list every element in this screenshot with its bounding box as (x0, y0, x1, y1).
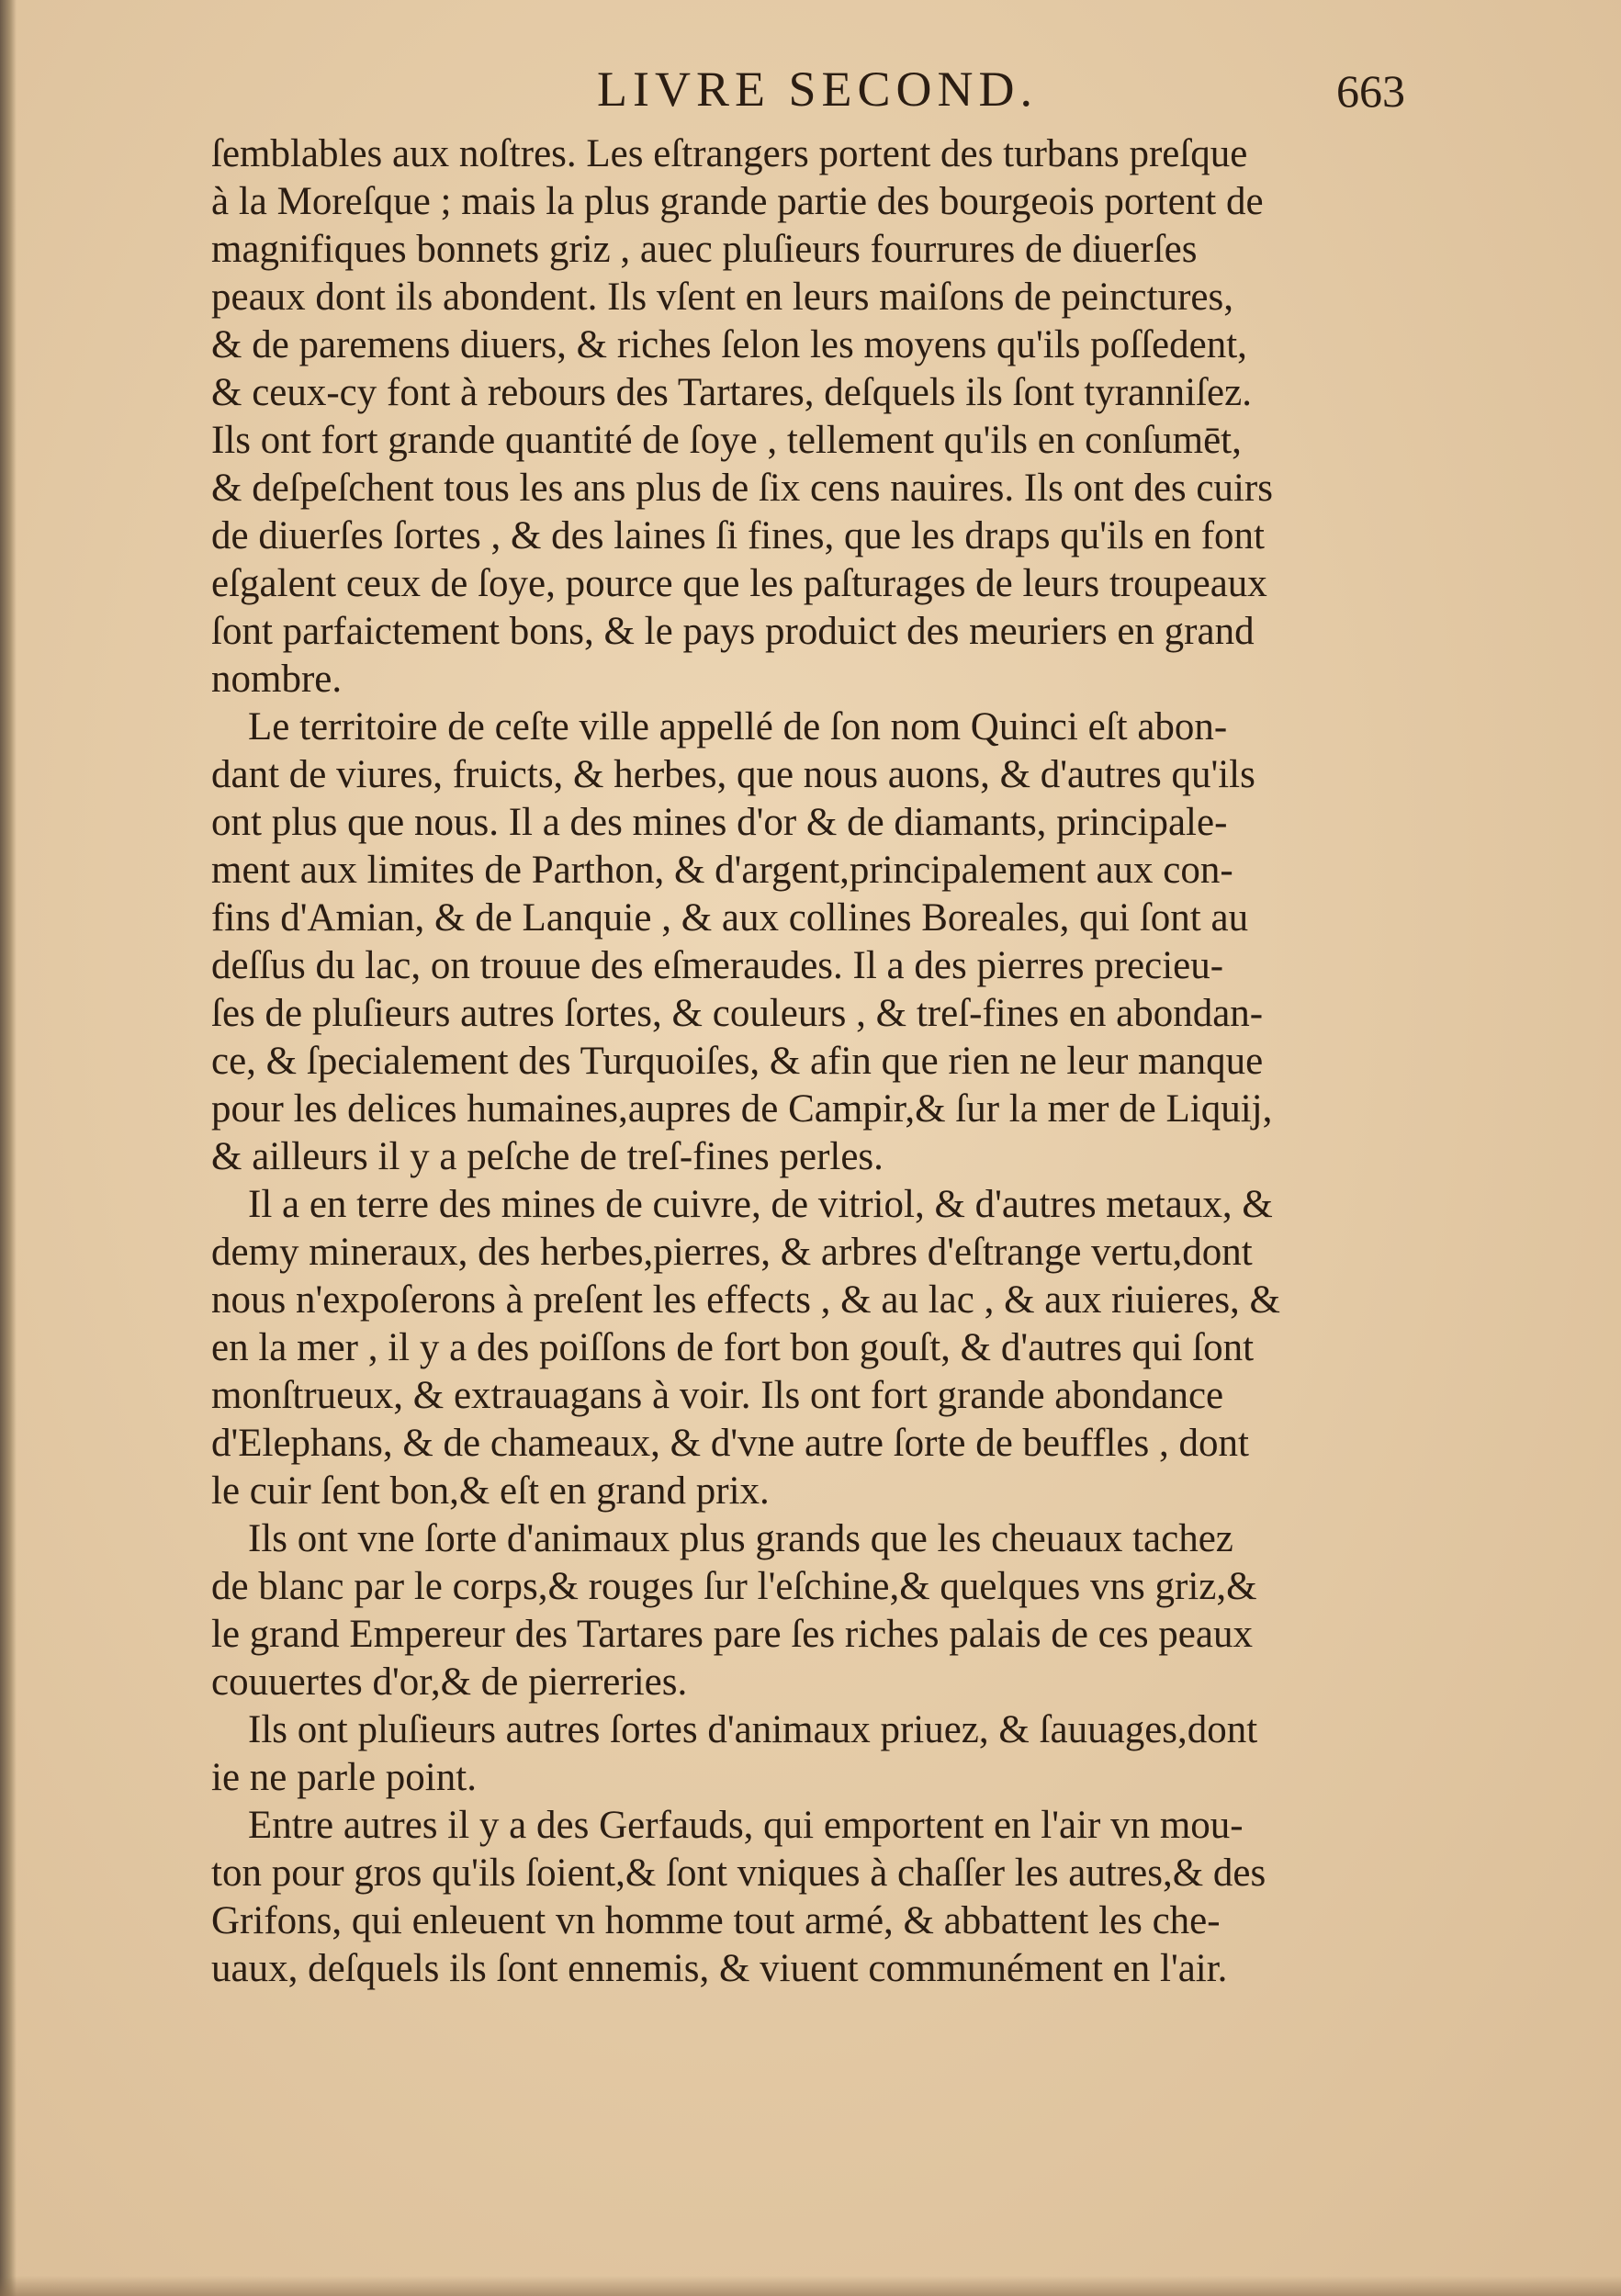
text-line: ie ne parle point. (211, 1756, 477, 1799)
text-line: dant de viures, fruicts, & herbes, que nous auons, & d'autres qu'ils (211, 753, 1255, 796)
text-line: ont plus que nous. Il a des mines d'or & de diamants, principale- (211, 801, 1228, 844)
text-line: demy mineraux, des herbes,pierres, & arbres d'eſtrange vertu,dont (211, 1231, 1253, 1274)
paragraph-start-line: Entre autres il y a des Gerfauds, qui emportent en l'air vn mou- (248, 1804, 1244, 1847)
page-binding-edge (0, 0, 17, 2296)
text-line: ce, & ſpecialement des Turquoiſes, & afin que rien ne leur manque (211, 1040, 1264, 1083)
text-line: nous n'expoſerons à preſent les effects , & au lac , & aux riuieres, & (211, 1278, 1281, 1322)
text-line: nombre. (211, 658, 343, 701)
paragraph-start-line: Ils ont pluſieurs autres ſortes d'animaux priuez, & ſauuages,dont (248, 1708, 1258, 1751)
text-line: d'Elephans, & de chameaux, & d'vne autre ſorte de beuffles , dont (211, 1422, 1249, 1465)
text-line: couuertes d'or,& de pierreries. (211, 1660, 688, 1704)
text-line: en la mer , il y a des poiſſons de fort bon gouſt, & d'autres qui ſont (211, 1326, 1255, 1369)
text-line: deſſus du lac, on trouue des eſmeraudes. Il a des pierres precieu- (211, 944, 1224, 987)
page-number: 663 (1336, 65, 1405, 117)
text-line: monſtrueux, & extrauagans à voir. Ils ont fort grande abondance (211, 1374, 1224, 1417)
text-line: & ceux-cy font à rebours des Tartares, deſquels ils ſont tyranniſez. (211, 371, 1252, 414)
text-line: eſgalent ceux de ſoye, pource que les paſturages de leurs troupeaux (211, 562, 1267, 605)
text-line: peaux dont ils abondent. Ils vſent en leurs maiſons de peinctures, (211, 276, 1233, 319)
text-line: à la Moreſque ; mais la plus grande partie des bourgeois portent de (211, 180, 1264, 223)
page-bottom-edge (0, 2276, 1621, 2296)
paragraph-start-line: Le territoire de ceſte ville appellé de ſon nom Quinci eſt abon- (248, 705, 1228, 748)
text-line: & ailleurs il y a peſche de treſ-fines perles. (211, 1135, 884, 1178)
running-head: LIVRE SECOND. (597, 62, 1038, 117)
text-line: ſes de pluſieurs autres ſortes, & couleurs , & treſ-fines en abondan- (211, 992, 1264, 1035)
text-line: le cuir ſent bon,& eſt en grand prix. (211, 1469, 770, 1513)
text-line: ton pour gros qu'ils ſoient,& ſont vniques à chaſſer les autres,& des (211, 1851, 1266, 1895)
text-line: de blanc par le corps,& rouges ſur l'eſchine,& quelques vns griz,& (211, 1565, 1257, 1608)
text-line: pour les delices humaines,aupres de Campir,& ſur la mer de Liquij, (211, 1087, 1273, 1131)
text-line: ment aux limites de Parthon, & d'argent,principalement aux con- (211, 849, 1233, 892)
text-line: & deſpeſchent tous les ans plus de ſix cens nauires. Ils ont des cuirs (211, 467, 1273, 510)
page-header (211, 61, 1405, 125)
text-line: Grifons, qui enleuent vn homme tout armé, & abbattent les che- (211, 1899, 1221, 1942)
text-line: le grand Empereur des Tartares pare ſes riches palais de ces peaux (211, 1613, 1253, 1656)
text-line: de diuerſes ſortes , & des laines ſi fines, que les draps qu'ils en font (211, 514, 1265, 557)
text-line: fins d'Amian, & de Lanquie , & aux collines Boreales, qui ſont au (211, 896, 1249, 940)
body-text (211, 130, 1405, 1993)
text-line: Ils ont fort grande quantité de ſoye , tellement qu'ils en conſumēt, (211, 419, 1242, 462)
text-line: ſemblables aux noſtres. Les eſtrangers portent des turbans preſque (211, 132, 1248, 175)
text-line: uaux, deſquels ils ſont ennemis, & viuent communément en l'air. (211, 1947, 1228, 1990)
paragraph-start-line: Il a en terre des mines de cuivre, de vitriol, & d'autres metaux, & (248, 1183, 1273, 1226)
text-line: ſont parfaictement bons, & le pays produict des meuriers en grand (211, 610, 1255, 653)
paragraph-start-line: Ils ont vne ſorte d'animaux plus grands que les cheuaux tachez (248, 1517, 1233, 1560)
text-line: magnifiques bonnets griz , auec pluſieurs fourrures de diuerſes (211, 228, 1198, 271)
text-line: & de paremens diuers, & riches ſelon les moyens qu'ils poſſedent, (211, 323, 1247, 366)
